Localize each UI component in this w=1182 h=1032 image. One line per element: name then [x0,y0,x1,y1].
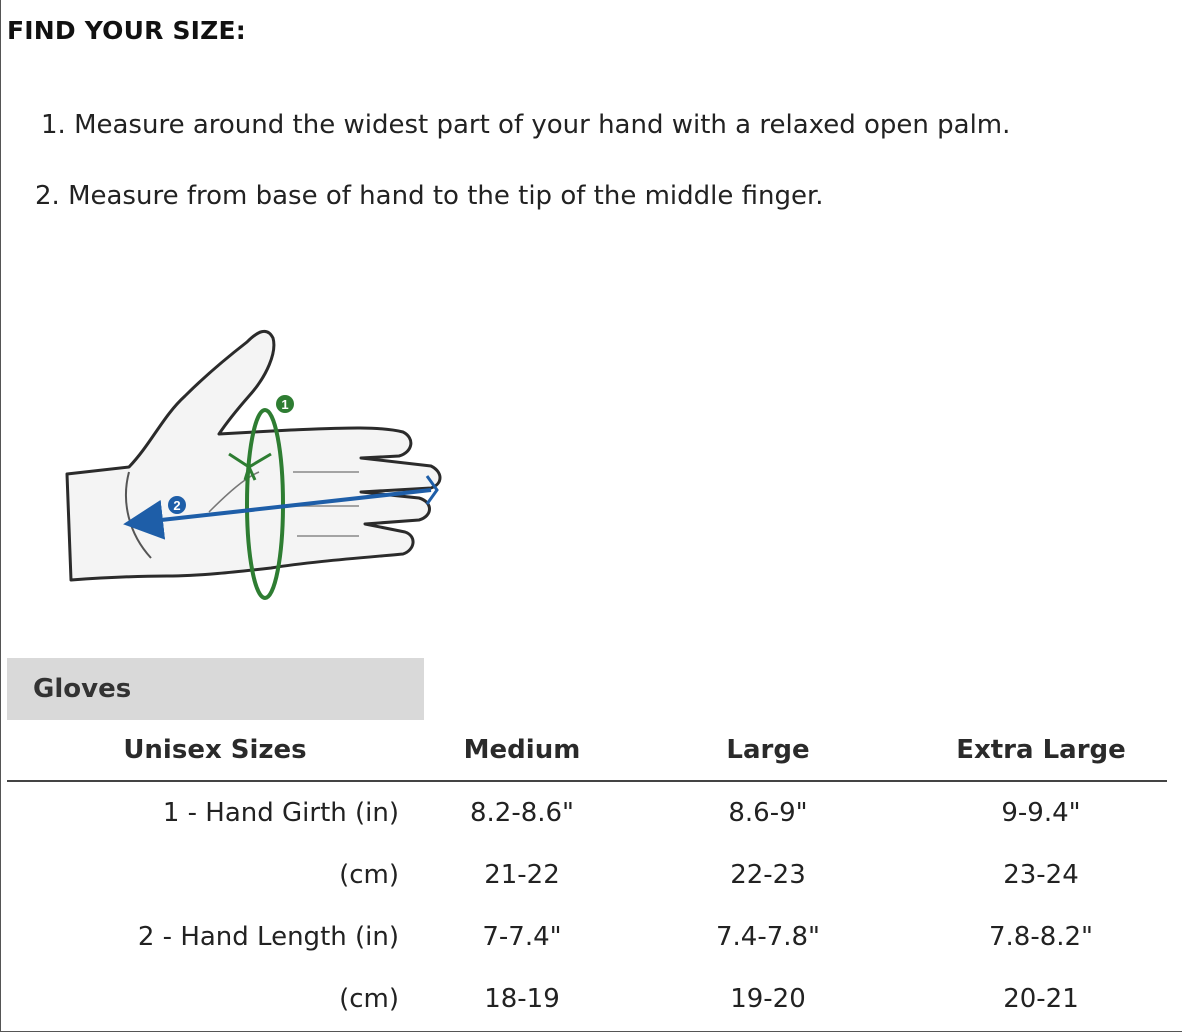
table-cell: 19-20 [730,984,806,1014]
table-cell: 18-19 [484,984,560,1014]
column-header-extra-large: Extra Large [915,720,1167,781]
size-chart-table [7,720,1167,1030]
table-cell: 8.2-8.6" [469,798,575,828]
table-row [7,844,1167,906]
table-cell: 20-21 [1003,984,1079,1014]
marker-2-label: 2 [173,498,181,513]
table-cell: 21-22 [484,860,560,890]
row-label: (cm) [339,860,399,890]
hand-outline [67,331,440,580]
instruction-step-2: 2. Measure from base of hand to the tip of the middle finger. [35,181,824,211]
tab-gloves[interactable]: Gloves [7,658,424,720]
table-cell: 8.6-9" [728,798,808,828]
table-cell: 23-24 [1003,860,1079,890]
row-label: 2 - Hand Length (in) [137,922,399,952]
table-row [7,906,1167,968]
marker-1-badge [276,395,294,413]
column-header-large: Large [621,720,915,781]
marker-1-label: 1 [281,397,289,412]
row-label: (cm) [339,984,399,1014]
marker-2-badge [168,496,186,514]
table-cell: 22-23 [730,860,806,890]
page-title: FIND YOUR SIZE: [7,16,246,45]
table-row [7,781,1167,844]
instruction-step-1: 1. Measure around the widest part of your hand with a relaxed open palm. [41,110,1011,140]
table-cell: 7-7.4" [482,922,562,952]
table-row [7,968,1167,1030]
row-label: 1 - Hand Girth (in) [162,798,399,828]
table-cell: 7.8-8.2" [988,922,1094,952]
column-header-unisex-sizes: Unisex Sizes [7,720,423,781]
table-cell: 7.4-7.8" [715,922,821,952]
column-header-medium: Medium [423,720,621,781]
hand-measurement-illustration [59,322,449,607]
table-cell: 9-9.4" [1001,798,1081,828]
table-header-row [7,720,1167,781]
